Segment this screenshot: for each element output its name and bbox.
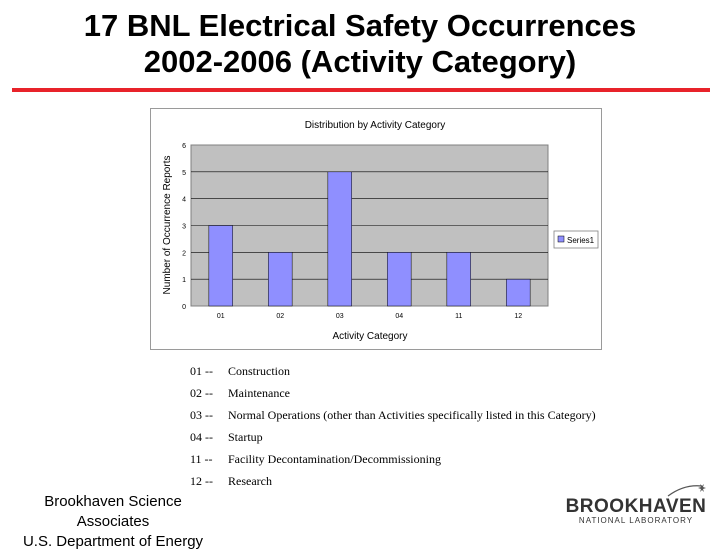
x-tick-labels: [217, 313, 522, 320]
logo-wordmark: BROOKHAVEN: [565, 496, 707, 517]
legend-row: [190, 382, 596, 404]
page-title: [0, 8, 720, 80]
logo-graphic: [556, 484, 716, 528]
legend-row: [190, 360, 596, 382]
logo-subtitle: NATIONAL LABORATORY: [578, 516, 694, 525]
y-tick-label: 1: [182, 277, 186, 285]
y-tick-label: 4: [182, 196, 186, 204]
legend-description: Startup: [228, 430, 263, 444]
org-line-2: Associates: [76, 513, 150, 530]
bar-chart: [151, 109, 601, 349]
chart-frame: [150, 108, 602, 350]
logo-swoosh-icon: [668, 486, 702, 496]
x-tick-label: 12: [514, 313, 523, 320]
org-line-1: Brookhaven Science: [44, 493, 182, 510]
title-line-1: 17 BNL Electrical Safety Occurrences: [83, 8, 637, 43]
x-tick-label: 01: [216, 313, 225, 320]
legend-row: [190, 426, 596, 448]
y-tick-label: 2: [182, 250, 186, 258]
y-tick-label: 3: [182, 223, 186, 231]
legend-description: Maintenance: [228, 386, 290, 400]
footer-organization: [0, 492, 226, 552]
legend-code: 12 --: [190, 474, 213, 488]
y-axis-label: Number of Occurrence Reports: [162, 155, 173, 295]
legend-label: Series1: [567, 236, 595, 245]
legend-description: Construction: [228, 364, 290, 378]
x-tick-label: 02: [276, 313, 285, 320]
bar-04: [387, 252, 411, 306]
legend-description: Facility Decontamination/Decommissioning: [228, 452, 441, 466]
legend-swatch: [558, 236, 564, 242]
legend-row: [190, 448, 596, 470]
legend-row: [190, 404, 596, 426]
legend-code: 03 --: [190, 408, 213, 422]
legend-code: 04 --: [190, 430, 213, 444]
y-tick-label: 6: [182, 143, 186, 150]
x-tick-label: 11: [455, 313, 463, 320]
bar-03: [328, 172, 352, 306]
title-line-2: 2002-2006 (Activity Category): [143, 44, 577, 79]
legend-code: 01 --: [190, 364, 213, 378]
legend-description: Normal Operations (other than Activities specifically listed in this Category): [228, 408, 596, 422]
legend-code: 02 --: [190, 386, 213, 400]
category-legend: [190, 360, 596, 492]
x-tick-label: 03: [335, 313, 344, 320]
x-axis-label: Activity Category: [332, 331, 408, 342]
title-divider: [12, 88, 710, 92]
chart-title: Distribution by Activity Category: [304, 120, 446, 131]
bar-12: [506, 279, 530, 306]
y-tick-labels: [182, 143, 186, 311]
legend-row: [190, 470, 596, 492]
y-tick-label: 5: [182, 169, 186, 177]
legend-code: 11 --: [190, 452, 213, 466]
legend-description: Research: [228, 474, 272, 488]
brookhaven-logo: [556, 484, 716, 528]
bar-01: [209, 226, 233, 307]
series-legend: [554, 231, 598, 248]
y-tick-label: 0: [182, 304, 186, 311]
bar-11: [447, 252, 471, 306]
bar-02: [268, 252, 292, 306]
x-tick-label: 04: [395, 313, 404, 320]
org-line-3: U.S. Department of Energy: [22, 533, 204, 550]
